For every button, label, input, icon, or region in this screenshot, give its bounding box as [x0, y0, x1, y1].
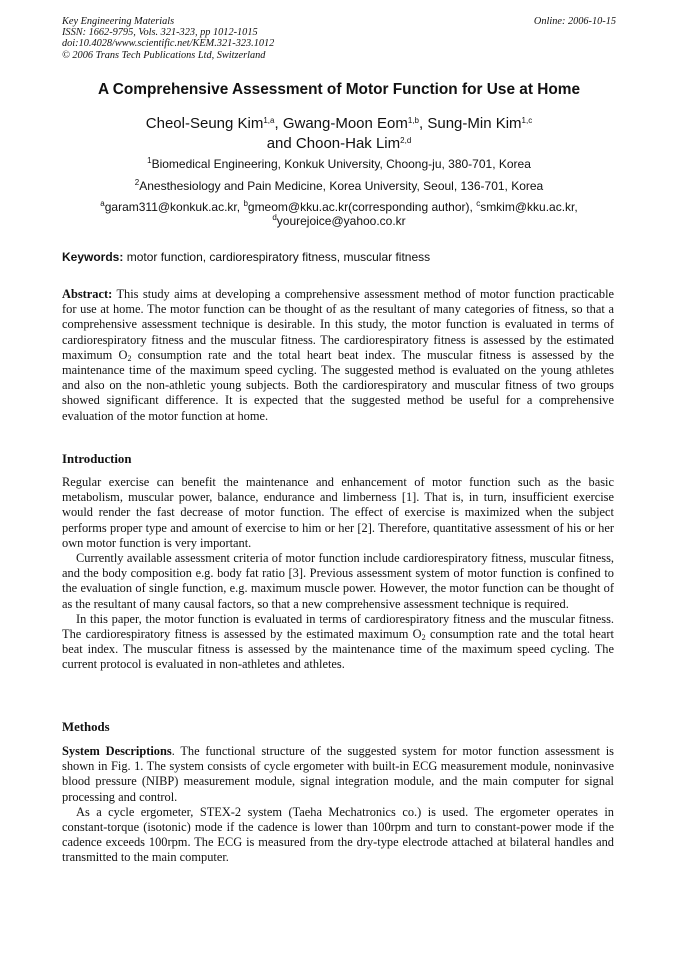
paragraph-text: . The functional structure of the suggested system for motor function assessment is shown in Fig. 1. The system consists of cycle ergometer with built-in ECG measurement module, noninvasive blood pressure (NIBP) measurement module, signal integration module, and the main computer for signal processing and control. — [62, 744, 614, 804]
email-address: yourejoice@yahoo.co.kr — [276, 214, 406, 228]
author-conjunction: and — [266, 135, 292, 152]
doi-line: doi:10.4028/www.scientific.net/KEM.321-323.1012 — [62, 38, 275, 50]
email-address: smkim@kku.ac.kr, — [480, 200, 578, 214]
email-mark: c — [476, 199, 481, 208]
subscript: 2 — [421, 633, 426, 643]
keywords-label: Keywords: — [62, 250, 124, 264]
email-address: gmeom@kku.ac.kr(corresponding author), — [247, 200, 473, 214]
abstract — [62, 287, 614, 424]
email-mark: a — [100, 199, 105, 208]
paper-title: A Comprehensive Assessment of Motor Function for Use at Home — [97, 81, 581, 98]
email-mark: b — [243, 199, 248, 208]
system-descriptions-label: System Descriptions — [62, 744, 172, 758]
affiliation-1 — [20, 157, 658, 171]
journal-name: Key Engineering Materials — [62, 16, 175, 27]
subscript: 2 — [127, 353, 132, 363]
affiliation-text: Anesthesiology and Pain Medicine, Korea University, Seoul, 136-701, Korea — [139, 179, 544, 193]
online-date: Online: 2006-10-15 — [533, 16, 616, 27]
abstract-text-continued: consumption rate and the total heart beat index. The muscular fitness is assessed by the maintenance time of the maximum speed cycling. The suggested method is evaluated on the young athletes and also on the non-athletic young subjects. Both the cardiorespiratory and muscular fitness of two groups showed significant difference. It is expected that the suggested method be useful for a comprehensive evaluation of the motor function at home. — [62, 347, 614, 423]
abstract-text: This study aims at developing a comprehensive assessment method of motor function practicable for use at home. The motor function can be thought of as the resultant of many categories of fitness, so that a comprehensive assessment technique is desirable. In this study, the motor function is evaluated in terms of cardiorespiratory fitness and the muscular fitness. The cardiorespiratory fitness is assessed by the estimated maximum O — [62, 287, 615, 362]
email-list — [20, 200, 658, 228]
email-address: garam311@konkuk.ac.kr, — [104, 200, 241, 214]
author-affiliation-mark: 1,c — [521, 116, 533, 125]
author-list: Cheol-Seung Kim$^{1,a}$, Gwang-Moon Eom$^{1,b}$, Sung-Min Kim$^{1,c}$ and Choon-Hak Lim$^{2,d}$ — [145, 115, 533, 152]
methods-paragraph-1 — [62, 744, 614, 805]
methods-body — [62, 744, 614, 866]
author-name: Gwang-Moon Eom — [282, 115, 408, 132]
journal-header — [62, 16, 616, 61]
paragraph-text-continued: consumption rate and the total heart beat index. The muscular fitness is assessed by the maintenance time of the maximum speed cycling. The current protocol is evaluated in non-athletes and athletes. — [62, 627, 614, 672]
paragraph-text: In this paper, the motor function is evaluated in terms of cardiorespiratory fitness and the muscular fitness. The cardiorespiratory fitness is assessed by the estimated maximum O — [62, 611, 614, 642]
methods-paragraph-2: As a cycle ergometer, STEX-2 system (Taeha Mechatronics co.) is used. The ergometer operates in constant-torque (isotonic) mode if the cadence is lower than 100rpm and turn to constant-power mode if the cadence exceeds 100rpm. The ECG is measured from the dry-type electrode attached at bilateral handles and transmitted to the main computer. — [62, 804, 614, 865]
introduction-paragraph-2: Currently available assessment criteria of motor function include cardiorespiratory fitness, muscular fitness, and the body composition e.g. body fat ratio [3]. Previous assessment system of motor function is confined to the evaluation of single function, e.g. maximum muscle power. However, the motor function can be thought of as the resultant of many causal factors, so that a new comprehensive assessment technique is required. — [62, 551, 614, 611]
keywords-line — [62, 250, 622, 264]
introduction-body — [62, 475, 614, 673]
author-name: Cheol-Seung Kim — [145, 115, 264, 132]
issn-line: ISSN: 1662-9795, Vols. 321-323, pp 1012-1015 — [62, 27, 258, 39]
methods-heading: Methods — [62, 720, 110, 734]
author-affiliation-mark: 1,b — [407, 116, 419, 125]
abstract-label: Abstract: — [62, 287, 113, 301]
author-affiliation-mark: 2,d — [400, 136, 412, 145]
keywords-text: motor function, cardiorespiratory fitness, muscular fitness — [126, 250, 431, 264]
author-name: Choon-Hak Lim — [295, 135, 401, 152]
introduction-heading: Introduction — [62, 452, 132, 466]
affiliation-mark: 2 — [134, 178, 140, 187]
introduction-paragraph-1: Regular exercise can benefit the maintenance and enhancement of motor function such as the basic metabolism, muscular power, balance, endurance and limberness [1]. That is, in turn, insufficient exercise would render the fast decrease of motor function. The effect of exercise is maximized when the subject performs proper type and amount of exercise to him or her [2]. Therefore, quantitative assessment of his or her own motor function is very important. — [62, 475, 614, 550]
author-name: Sung-Min Kim — [427, 115, 522, 132]
affiliation-mark: 1 — [147, 156, 152, 165]
author-affiliation-mark: 1,a — [263, 116, 275, 125]
affiliation-text: Biomedical Engineering, Konkuk University, Choong-ju, 380-701, Korea — [151, 157, 531, 171]
copyright-line: © 2006 Trans Tech Publications Ltd, Switzerland — [62, 49, 266, 61]
email-mark: d — [272, 213, 277, 222]
affiliation-2 — [20, 179, 658, 193]
introduction-paragraph-3 — [62, 612, 614, 673]
